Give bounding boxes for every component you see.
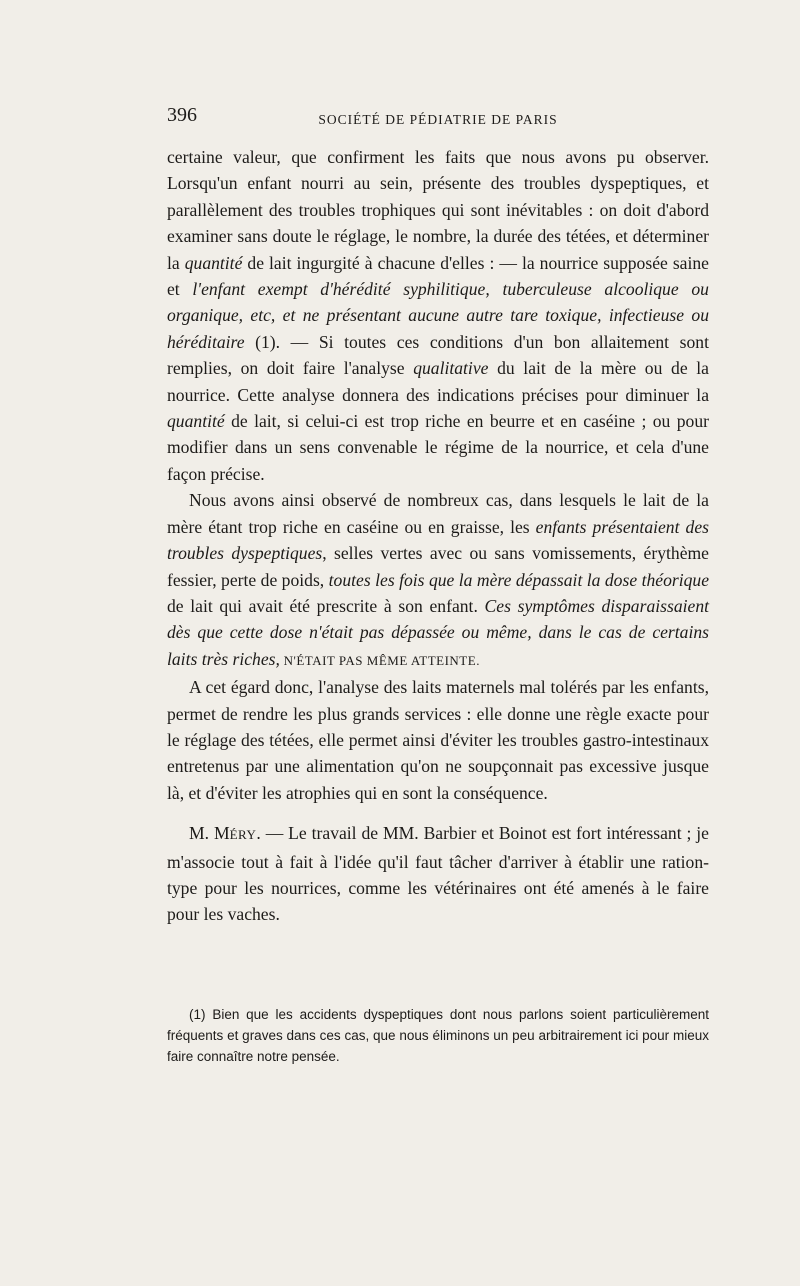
page-header — [167, 104, 709, 134]
paragraph-2-emphasis-3: Ces symptômes disparaissaient dès que cette dose n'était pas dépassée ou même, dans le cas de certains laits très riches, — [167, 595, 710, 669]
paragraph-2-text-1: Nous avons ainsi observé de nombreux cas, dans lesquels le lait de la mère étant trop riche en caséine ou en graisse, les — [167, 490, 709, 537]
speaker-prefix: M. M — [189, 823, 230, 844]
paragraph-3 — [167, 674, 709, 806]
page-number: 396 — [167, 104, 197, 126]
paragraph-4 — [167, 820, 709, 928]
paragraph-1-text-2: de lait ingurgité à chacune d'elles : — la nourrice supposée saine et — [167, 252, 709, 300]
paragraph-2-emphasis-2: toutes les fois que la mère dépassait la dose théorique — [328, 569, 710, 590]
paragraph-1-text-5: de lait, si celui-ci est trop riche en beurre et en caséine ; ou pour modifier dans un sens convenable le régime de la nourrice, et cela d'une façon précise. — [167, 411, 709, 484]
paragraph-1 — [167, 144, 709, 487]
paragraph-2-small-caps: N'ÉTAIT PAS MÊME ATTEINTE. — [279, 652, 480, 668]
paragraph-1-text-4: du lait de la mère ou de la nourrice. Cette analyse donnera des indications précises pour diminuer la — [167, 358, 709, 405]
paragraph-3-text-1: A cet égard donc, l'analyse des laits maternels mal tolérés par les enfants, permet de rendre les plus grands services : elle donne une règle exacte pour le réglage des tétées, elle permet ainsi d'éviter les troubles gastro-intestinaux entretenus par une alimentation qu'on ne soupçonnait pas excessive jusque là, et d'éviter les atrophies qui en sont la conséquence. — [167, 677, 709, 803]
paragraph-2-text-3: de lait qui avait été prescrite à son enfant. — [167, 595, 485, 616]
paragraph-2-text-2: , selles vertes avec ou sans vomissements, érythème fessier, perte de poids, — [167, 543, 709, 590]
body-text — [167, 144, 709, 928]
paragraph-1-emphasis-3: qualitative — [413, 358, 489, 379]
paragraph-4-text-1: . — Le travail de MM. Barbier et Boinot est fort intéressant ; je m'associe tout à fait à l'idée qu'il faut tâcher d'arriver à établir une ration-type pour les nourrices, comme les vétérinaires ont été amenés à le faire pour les vaches. — [167, 823, 709, 925]
speaker-name-small-caps: ÉRY — [229, 827, 257, 843]
footnote: (1) Bien que les accidents dyspeptiques dont nous parlons soient particulièrement fréquents et graves dans ces cas, que nous éliminons un peu arbitrairement ici pour mieux faire connaître notre pensée. — [167, 1007, 709, 1064]
paragraph-1-emphasis-2: l'enfant exempt d'hérédité syphilitique, tuberculeuse alcoolique ou organique, etc, et ne présentant aucune autre tare toxique, infectieuse ou héréditaire — [167, 279, 709, 352]
paragraph-1-text-1: certaine valeur, que confirment les faits que nous avons pu observer. Lorsqu'un enfant nourri au sein, présente des troubles dyspeptiques, et parallèlement des troubles trophiques qui sont inévitables : on doit d'abord examiner sans doute le réglage, le nombre, la durée des tétées, et déterminer la — [167, 147, 709, 273]
paragraph-1-emphasis-4: quantité — [167, 411, 225, 432]
paragraph-2-emphasis-1: enfants présentaient des troubles dyspeptiques — [167, 516, 709, 564]
paragraph-2 — [167, 487, 709, 674]
paragraph-1-text-3: (1). — Si toutes ces conditions d'un bon allaitement sont remplies, on doit faire l'analyse — [167, 331, 709, 379]
running-title: SOCIÉTÉ DE PÉDIATRIE DE PARIS — [318, 112, 558, 127]
paragraph-1-emphasis-1: quantité — [184, 252, 243, 273]
